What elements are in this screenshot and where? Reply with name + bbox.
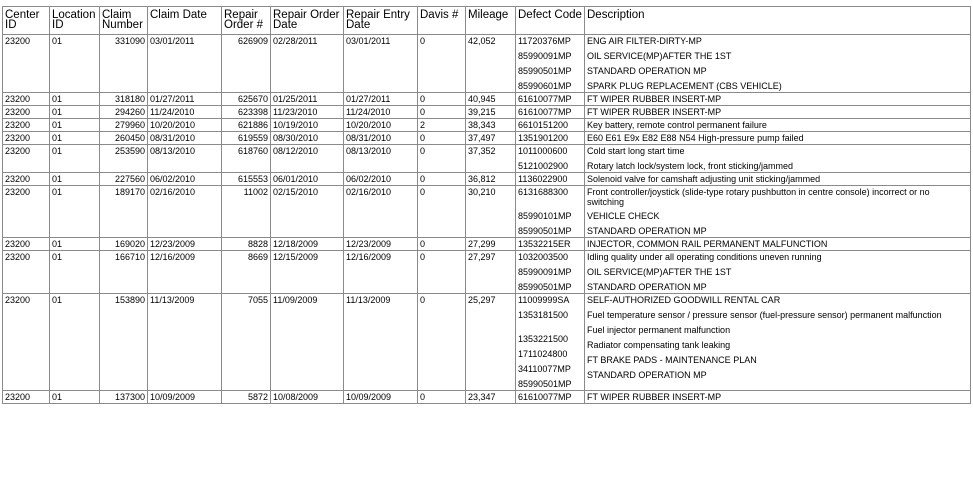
defect-description: Front controller/joystick (slide-type rotary pushbutton in centre console) incorrect or no switching — [587, 187, 930, 207]
repair-order-date-cell: 01/25/2011 — [271, 93, 344, 106]
defect-code: 85990091MP — [518, 51, 572, 61]
defect-code: 61610077MP — [518, 94, 572, 104]
claim-number-cell: 153890 — [100, 294, 148, 391]
center-id-cell: 23200 — [3, 35, 50, 93]
davis-number-cell: 2 — [418, 119, 466, 132]
location-id-cell: 01 — [50, 391, 100, 404]
claim-date-cell: 12/16/2009 — [148, 251, 222, 294]
location-id-cell: 01 — [50, 132, 100, 145]
defect-description: STANDARD OPERATION MP — [587, 66, 707, 76]
defect-code-cell — [516, 119, 585, 132]
column-header-repair-order-number: Repair Order # — [222, 7, 271, 35]
davis-number-cell: 0 — [418, 35, 466, 93]
repair-entry-date-cell: 06/02/2010 — [344, 173, 418, 186]
defect-code-cell — [516, 294, 585, 391]
repair-entry-date-cell: 11/24/2010 — [344, 106, 418, 119]
davis-number-cell: 0 — [418, 294, 466, 391]
mileage-cell: 36,812 — [466, 173, 516, 186]
repair-order-number-cell: 11002 — [222, 186, 271, 238]
defect-description: STANDARD OPERATION MP — [587, 370, 707, 380]
claim-date-cell: 03/01/2011 — [148, 35, 222, 93]
repair-entry-date-cell: 02/16/2010 — [344, 186, 418, 238]
location-id-cell: 01 — [50, 173, 100, 186]
mileage-cell: 27,297 — [466, 251, 516, 294]
repair-entry-date-cell: 12/23/2009 — [344, 238, 418, 251]
defect-code-cell — [516, 132, 585, 145]
defect-code-cell — [516, 35, 585, 93]
defect-description: E60 E61 E9x E82 E88 N54 High-pressure pump failed — [587, 133, 804, 143]
description-cell — [585, 173, 971, 186]
defect-code: 85990601MP — [518, 81, 572, 91]
davis-number-cell: 0 — [418, 93, 466, 106]
defect-description: Radiator compensating tank leaking — [587, 340, 731, 350]
location-id-cell: 01 — [50, 294, 100, 391]
defect-code: 85990501MP — [518, 66, 572, 76]
claim-date-cell: 12/23/2009 — [148, 238, 222, 251]
table-row — [3, 132, 971, 145]
column-header-defect-code: Defect Code — [516, 7, 585, 35]
description-cell — [585, 119, 971, 132]
defect-description: FT WIPER RUBBER INSERT-MP — [587, 107, 722, 117]
defect-description: SELF-AUTHORIZED GOODWILL RENTAL CAR — [587, 295, 781, 305]
claim-number-cell: 331090 — [100, 35, 148, 93]
defect-description: VEHICLE CHECK — [587, 211, 660, 221]
description-cell — [585, 35, 971, 93]
defect-description: FT BRAKE PADS - MAINTENANCE PLAN — [587, 355, 757, 365]
claim-number-cell: 189170 — [100, 186, 148, 238]
table-header-row — [3, 7, 971, 35]
table-body — [3, 35, 971, 404]
defect-code: 1011000600 — [518, 146, 568, 156]
defect-code: 6131688300 — [518, 187, 569, 197]
column-header-repair-entry-date: Repair Entry Date — [344, 7, 418, 35]
table-row — [3, 106, 971, 119]
repair-order-number-cell: 7055 — [222, 294, 271, 391]
location-id-cell: 01 — [50, 145, 100, 173]
column-header-center-id: Center ID — [3, 7, 50, 35]
column-header-davis-number: Davis # — [418, 7, 466, 35]
defect-description: Key battery, remote control permanent failure — [587, 120, 767, 130]
defect-description: STANDARD OPERATION MP — [587, 226, 707, 236]
center-id-cell: 23200 — [3, 186, 50, 238]
repair-order-number-cell: 619559 — [222, 132, 271, 145]
davis-number-cell: 0 — [418, 145, 466, 173]
center-id-cell: 23200 — [3, 391, 50, 404]
defect-code: 85990501MP — [518, 282, 572, 292]
claim-number-cell: 294260 — [100, 106, 148, 119]
defect-description: Fuel temperature sensor / pressure sensor (fuel-pressure sensor) permanent malfunction — [587, 310, 942, 320]
defect-code: 13532215ER — [518, 239, 571, 249]
davis-number-cell: 0 — [418, 106, 466, 119]
defect-description: Fuel injector permanent malfunction — [587, 325, 731, 335]
defect-code-cell — [516, 106, 585, 119]
location-id-cell: 01 — [50, 186, 100, 238]
defect-code: 11009999SA — [518, 295, 570, 305]
defect-description: STANDARD OPERATION MP — [587, 282, 707, 292]
defect-code-cell — [516, 238, 585, 251]
description-cell — [585, 251, 971, 294]
location-id-cell: 01 — [50, 93, 100, 106]
claim-date-cell: 08/13/2010 — [148, 145, 222, 173]
table-row — [3, 186, 971, 238]
column-header-mileage: Mileage — [466, 7, 516, 35]
repair-order-date-cell: 12/15/2009 — [271, 251, 344, 294]
repair-entry-date-cell: 03/01/2011 — [344, 35, 418, 93]
repair-order-number-cell: 621886 — [222, 119, 271, 132]
defect-description: Idling quality under all operating conditions uneven running — [587, 252, 822, 262]
mileage-cell: 23,347 — [466, 391, 516, 404]
claim-date-cell: 01/27/2011 — [148, 93, 222, 106]
davis-number-cell: 0 — [418, 238, 466, 251]
mileage-cell: 42,052 — [466, 35, 516, 93]
repair-order-number-cell: 625670 — [222, 93, 271, 106]
davis-number-cell: 0 — [418, 173, 466, 186]
table-row — [3, 251, 971, 294]
description-cell — [585, 238, 971, 251]
center-id-cell: 23200 — [3, 238, 50, 251]
center-id-cell: 23200 — [3, 106, 50, 119]
mileage-cell: 38,343 — [466, 119, 516, 132]
claim-date-cell: 11/24/2010 — [148, 106, 222, 119]
defect-code: 85990101MP — [518, 211, 572, 221]
location-id-cell: 01 — [50, 251, 100, 294]
defect-code: 1351901200 — [518, 133, 569, 143]
claim-date-cell: 06/02/2010 — [148, 173, 222, 186]
center-id-cell: 23200 — [3, 132, 50, 145]
defect-description: FT WIPER RUBBER INSERT-MP — [587, 94, 722, 104]
repair-order-number-cell: 615553 — [222, 173, 271, 186]
repair-order-number-cell: 5872 — [222, 391, 271, 404]
claim-date-cell: 10/20/2010 — [148, 119, 222, 132]
center-id-cell: 23200 — [3, 93, 50, 106]
defect-code: 1353181500 — [518, 310, 569, 320]
claim-number-cell: 137300 — [100, 391, 148, 404]
table-row — [3, 294, 971, 391]
defect-code-cell — [516, 391, 585, 404]
repair-entry-date-cell: 08/13/2010 — [344, 145, 418, 173]
center-id-cell: 23200 — [3, 173, 50, 186]
location-id-cell: 01 — [50, 238, 100, 251]
repair-order-number-cell: 623398 — [222, 106, 271, 119]
mileage-cell: 37,497 — [466, 132, 516, 145]
defect-description: Rotary latch lock/system lock, front sticking/jammed — [587, 161, 794, 171]
defect-code: 6610151200 — [518, 120, 569, 130]
description-cell — [585, 132, 971, 145]
column-header-claim-number: Claim Number — [100, 7, 148, 35]
defect-description: FT WIPER RUBBER INSERT-MP — [587, 392, 722, 402]
davis-number-cell: 0 — [418, 132, 466, 145]
column-header-repair-order-date: Repair Order Date — [271, 7, 344, 35]
repair-order-date-cell: 10/08/2009 — [271, 391, 344, 404]
claim-date-cell: 11/13/2009 — [148, 294, 222, 391]
defect-description: OIL SERVICE(MP)AFTER THE 1ST — [587, 51, 732, 61]
defect-description: ENG AIR FILTER-DIRTY-MP — [587, 36, 702, 46]
mileage-cell: 25,297 — [466, 294, 516, 391]
defect-code: 5121002900 — [518, 161, 569, 171]
table-row — [3, 93, 971, 106]
claim-date-cell: 02/16/2010 — [148, 186, 222, 238]
description-cell — [585, 391, 971, 404]
defect-code: 61610077MP — [518, 107, 572, 117]
repair-order-date-cell: 02/15/2010 — [271, 186, 344, 238]
mileage-cell: 30,210 — [466, 186, 516, 238]
defect-code: 1032003500 — [518, 252, 569, 262]
column-header-claim-date: Claim Date — [148, 7, 222, 35]
defect-description: Cold start long start time — [587, 146, 685, 156]
description-cell — [585, 294, 971, 391]
claim-date-cell: 08/31/2010 — [148, 132, 222, 145]
mileage-cell: 39,215 — [466, 106, 516, 119]
claim-number-cell: 253590 — [100, 145, 148, 173]
defect-code: 1711024800 — [518, 349, 568, 359]
repair-order-date-cell: 08/30/2010 — [271, 132, 344, 145]
defect-code: 85990501MP — [518, 226, 572, 236]
center-id-cell: 23200 — [3, 119, 50, 132]
column-header-location-id: Location ID — [50, 7, 100, 35]
table-row — [3, 119, 971, 132]
repair-order-date-cell: 12/18/2009 — [271, 238, 344, 251]
claim-number-cell: 260450 — [100, 132, 148, 145]
description-cell — [585, 145, 971, 173]
davis-number-cell: 0 — [418, 251, 466, 294]
defect-description: SPARK PLUG REPLACEMENT (CBS VEHICLE) — [587, 81, 782, 91]
repair-entry-date-cell: 10/09/2009 — [344, 391, 418, 404]
defect-code-cell — [516, 173, 585, 186]
table-row — [3, 173, 971, 186]
table-row — [3, 391, 971, 404]
claim-number-cell: 169020 — [100, 238, 148, 251]
defect-code: 34110077MP — [518, 364, 571, 374]
repair-order-date-cell: 08/12/2010 — [271, 145, 344, 173]
mileage-cell: 37,352 — [466, 145, 516, 173]
repair-order-date-cell: 06/01/2010 — [271, 173, 344, 186]
repair-order-number-cell: 8669 — [222, 251, 271, 294]
repair-order-date-cell: 02/28/2011 — [271, 35, 344, 93]
defect-code: 11720376MP — [518, 36, 571, 46]
defect-code: 1353221500 — [518, 334, 569, 344]
claim-number-cell: 279960 — [100, 119, 148, 132]
location-id-cell: 01 — [50, 119, 100, 132]
center-id-cell: 23200 — [3, 145, 50, 173]
column-header-description: Description — [585, 7, 971, 35]
repair-order-number-cell: 8828 — [222, 238, 271, 251]
claim-number-cell: 318180 — [100, 93, 148, 106]
description-cell — [585, 93, 971, 106]
defect-code: 1136022900 — [518, 174, 568, 184]
repair-entry-date-cell: 12/16/2009 — [344, 251, 418, 294]
warranty-claims-table — [2, 6, 971, 404]
repair-order-date-cell: 11/09/2009 — [271, 294, 344, 391]
center-id-cell: 23200 — [3, 294, 50, 391]
defect-description: INJECTOR, COMMON RAIL PERMANENT MALFUNCTION — [587, 239, 828, 249]
repair-entry-date-cell: 08/31/2010 — [344, 132, 418, 145]
repair-entry-date-cell: 01/27/2011 — [344, 93, 418, 106]
claim-number-cell: 166710 — [100, 251, 148, 294]
defect-code: 85990501MP — [518, 379, 572, 389]
description-cell — [585, 106, 971, 119]
defect-code-cell — [516, 251, 585, 294]
table-row — [3, 145, 971, 173]
repair-entry-date-cell: 10/20/2010 — [344, 119, 418, 132]
defect-description: OIL SERVICE(MP)AFTER THE 1ST — [587, 267, 732, 277]
repair-order-date-cell: 11/23/2010 — [271, 106, 344, 119]
defect-code-cell — [516, 93, 585, 106]
defect-code-cell — [516, 186, 585, 238]
location-id-cell: 01 — [50, 35, 100, 93]
claim-number-cell: 227560 — [100, 173, 148, 186]
defect-code-cell — [516, 145, 585, 173]
center-id-cell: 23200 — [3, 251, 50, 294]
defect-code: 85990091MP — [518, 267, 572, 277]
mileage-cell: 27,299 — [466, 238, 516, 251]
defect-description: Solenoid valve for camshaft adjusting unit sticking/jammed — [587, 174, 821, 184]
mileage-cell: 40,945 — [466, 93, 516, 106]
repair-order-number-cell: 626909 — [222, 35, 271, 93]
defect-code: 61610077MP — [518, 392, 572, 402]
davis-number-cell: 0 — [418, 186, 466, 238]
description-cell — [585, 186, 971, 238]
repair-order-number-cell: 618760 — [222, 145, 271, 173]
table-row — [3, 238, 971, 251]
repair-entry-date-cell: 11/13/2009 — [344, 294, 418, 391]
davis-number-cell: 0 — [418, 391, 466, 404]
table-row — [3, 35, 971, 93]
location-id-cell: 01 — [50, 106, 100, 119]
repair-order-date-cell: 10/19/2010 — [271, 119, 344, 132]
claim-date-cell: 10/09/2009 — [148, 391, 222, 404]
